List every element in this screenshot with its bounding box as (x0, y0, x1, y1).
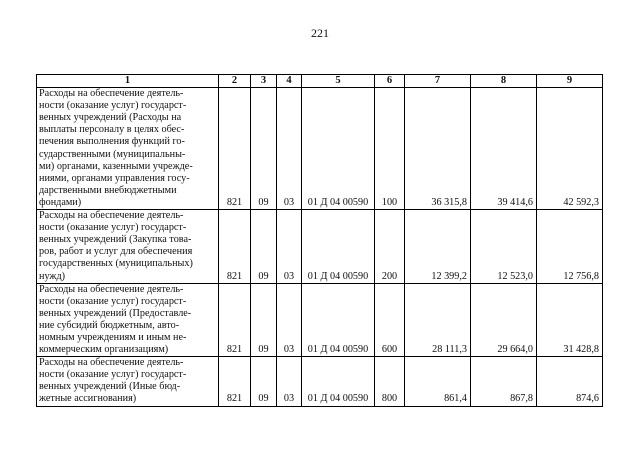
section-code: 09 (251, 283, 277, 357)
column-header: 2 (219, 75, 251, 88)
target-article-code: 01 Д 04 00590 (302, 283, 375, 357)
amount-year-1: 28 111,3 (405, 283, 471, 357)
target-article-code: 01 Д 04 00590 (302, 210, 375, 284)
header-row (37, 75, 603, 88)
column-header: 6 (375, 75, 405, 88)
table-row (37, 88, 603, 210)
amount-year-2: 39 414,6 (471, 88, 537, 210)
target-article-code: 01 Д 04 00590 (302, 357, 375, 406)
subsection-code: 03 (277, 210, 302, 284)
subsection-code: 03 (277, 283, 302, 357)
table-row (37, 357, 603, 406)
amount-year-2: 867,8 (471, 357, 537, 406)
amount-year-3: 874,6 (537, 357, 603, 406)
expense-description (37, 357, 219, 406)
amount-year-3: 31 428,8 (537, 283, 603, 357)
table-row (37, 210, 603, 284)
section-code: 09 (251, 88, 277, 210)
expense-description (37, 283, 219, 357)
expense-description (37, 88, 219, 210)
expense-description-text: Расходы на обеспечение деятель- ности (оказание услуг) государст- венных учреждений (Иные бюд- жетные ассигнования) (39, 357, 187, 405)
amount-year-3: 42 592,3 (537, 88, 603, 210)
table-row (37, 283, 603, 357)
grbs-code: 821 (219, 210, 251, 284)
expense-description-text: Расходы на обеспечение деятель- ности (оказание услуг) государст- венных учреждений (Предоставле- ние субсидий бюджетным, авто- номным учреждениям и иным не- коммерческим организациям) (39, 283, 192, 356)
subsection-code: 03 (277, 357, 302, 406)
column-header: 7 (405, 75, 471, 88)
column-header: 3 (251, 75, 277, 88)
grbs-code: 821 (219, 283, 251, 357)
section-code: 09 (251, 210, 277, 284)
column-header: 4 (277, 75, 302, 88)
grbs-code: 821 (219, 357, 251, 406)
expense-type-code: 100 (375, 88, 405, 210)
expense-description-text: Расходы на обеспечение деятель- ности (оказание услуг) государст- венных учреждений (Закупка това- ров, работ и услуг для обеспечения государственных (муниципальных) нужд) (39, 210, 193, 282)
amount-year-2: 29 664,0 (471, 283, 537, 357)
grbs-code: 821 (219, 88, 251, 210)
subsection-code: 03 (277, 88, 302, 210)
section-code: 09 (251, 357, 277, 406)
target-article-code: 01 Д 04 00590 (302, 88, 375, 210)
amount-year-1: 36 315,8 (405, 88, 471, 210)
amount-year-1: 861,4 (405, 357, 471, 406)
column-header: 5 (302, 75, 375, 88)
budget-table (36, 74, 603, 407)
page-number: 221 (311, 26, 329, 40)
expense-type-code: 200 (375, 210, 405, 284)
column-header: 1 (37, 75, 219, 88)
expense-type-code: 800 (375, 357, 405, 406)
column-header: 9 (537, 75, 603, 88)
amount-year-3: 12 756,8 (537, 210, 603, 284)
amount-year-2: 12 523,0 (471, 210, 537, 284)
column-header: 8 (471, 75, 537, 88)
expense-description-text: Расходы на обеспечение деятель- ности (оказание услуг) государст- венных учреждений (Расходы на выплаты персоналу в целях обес- печения выполнения функций го- сударственными (муниципальны- ми) органами, казенными учрежде- ниями, органами управления госу- дарственными внебюджетными фондами) (39, 88, 193, 208)
amount-year-1: 12 399,2 (405, 210, 471, 284)
expense-type-code: 600 (375, 283, 405, 357)
expense-description (37, 210, 219, 284)
